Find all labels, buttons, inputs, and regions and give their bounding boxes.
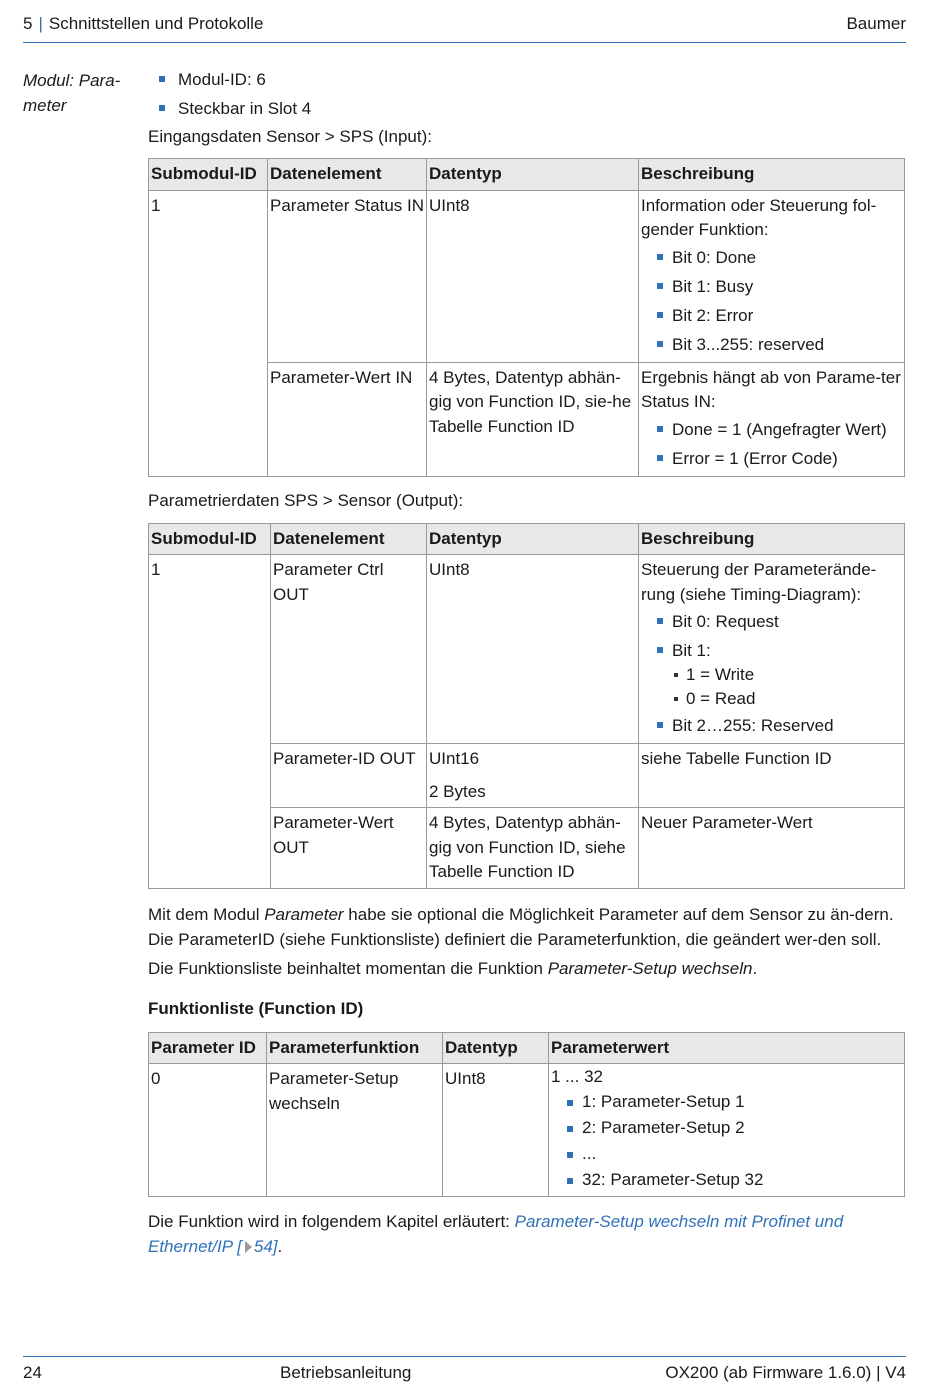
column-header: Datentyp [427, 159, 639, 191]
table-row [149, 1064, 905, 1197]
list-item: 2: Parameter-Setup 2 [555, 1115, 902, 1141]
column-header: Parameterfunktion [267, 1032, 443, 1064]
list-item: Bit 1: Busy [645, 272, 902, 301]
input-caption: Eingangsdaten Sensor > SPS (Input): [148, 127, 432, 146]
side-label-line-2: meter [23, 96, 67, 115]
description-text: Information oder Steuerung fol-gender Funktion: [641, 195, 877, 239]
description-cell [639, 190, 905, 362]
chapter-title: Schnittstellen und Protokolle [48, 14, 264, 33]
ctrl-bits-list [645, 607, 902, 740]
type-cell [427, 744, 639, 808]
page-footer [23, 1356, 906, 1383]
module-paragraph [148, 902, 903, 952]
page-number: 24 [23, 1363, 42, 1382]
function-table [148, 1032, 905, 1198]
main-content [148, 68, 903, 1259]
product-version: OX200 (ab Firmware 1.6.0) | V4 [665, 1363, 906, 1382]
sub-list-item: 1 = Write [672, 663, 902, 687]
list-item: Bit 3...255: reserved [645, 330, 902, 359]
parameter-value-cell [549, 1064, 905, 1197]
list-item: 1: Parameter-Setup 1 [555, 1089, 902, 1115]
list-item: Done = 1 (Angefragter Wert) [645, 415, 902, 444]
column-header: Datentyp [443, 1032, 549, 1064]
element-cell: Parameter-ID OUT [271, 744, 427, 808]
result-list [645, 415, 902, 473]
element-cell: Parameter Ctrl OUT [271, 555, 427, 744]
side-label [23, 68, 138, 118]
function-list-paragraph [148, 956, 903, 981]
header-separator: | [38, 14, 43, 33]
list-item: 32: Parameter-Setup 32 [555, 1167, 902, 1193]
list-item: Modul-ID: 6 [148, 65, 903, 94]
description-text: Steuerung der Parameterände-rung (siehe Timing-Diagram): [641, 560, 877, 604]
list-item: Bit 0: Request [645, 607, 902, 636]
type-cell: UInt8 [427, 555, 639, 744]
type-cell: UInt8 [427, 190, 639, 362]
list-item: ... [555, 1141, 902, 1167]
write-read-list [672, 663, 902, 711]
description-cell [639, 555, 905, 744]
table-header-row [149, 1032, 905, 1064]
chapter-link-text[interactable]: Parameter-Setup wechseln mit Profinet und Ethernet/IP [ [148, 1212, 844, 1256]
submodul-id-cell: 1 [149, 190, 268, 476]
element-cell: Parameter Status IN [268, 190, 427, 362]
type-size-text: 2 Bytes [429, 781, 486, 801]
type-text: UInt16 [429, 749, 480, 768]
column-header: Datenelement [271, 523, 427, 555]
submodul-id-cell: 1 [149, 555, 271, 889]
table-header-row [149, 159, 905, 191]
list-item: Bit 2: Error [645, 301, 902, 330]
function-name-emphasis: Parameter-Setup wechseln [547, 958, 753, 978]
paragraph-text: Die Funktion wird in folgendem Kapitel erläutert: [148, 1212, 515, 1231]
input-table [148, 158, 905, 477]
closing-paragraph [148, 1209, 903, 1259]
paragraph-text: habe sie optional die Möglichkeit Parameter auf dem Sensor zu än-dern. Die ParameterID (siehe Funktionsliste) definiert die Parameterfunktion, die geändert wer-den soll. [148, 904, 894, 949]
output-caption: Parametrierdaten SPS > Sensor (Output): [148, 490, 464, 510]
page-arrow-icon [245, 1241, 252, 1253]
type-cell: UInt8 [443, 1064, 549, 1197]
output-table [148, 523, 905, 889]
table-row [149, 190, 905, 362]
chapter-link-page[interactable]: 54] [253, 1237, 278, 1256]
function-list-heading: Funktionliste (Function ID) [148, 998, 364, 1018]
element-cell: Parameter-Wert IN [268, 362, 427, 476]
list-item: Error = 1 (Error Code) [645, 444, 902, 473]
list-item-label: Bit 1: [672, 641, 711, 660]
column-header: Datentyp [427, 523, 639, 555]
list-item: Steckbar in Slot 4 [148, 94, 903, 123]
sub-list-item: 0 = Read [672, 687, 902, 711]
parameter-id-cell: 0 [149, 1064, 267, 1197]
list-item: Bit 0: Done [645, 243, 902, 272]
module-info-list [148, 65, 903, 123]
column-header: Parameter ID [149, 1032, 267, 1064]
column-header: Submodul-ID [149, 523, 271, 555]
column-header: Beschreibung [639, 159, 905, 191]
chapter-heading [23, 14, 263, 34]
paragraph-text: Die Funktionsliste beinhaltet momentan die Funktion [148, 958, 548, 978]
paragraph-text: Mit dem Modul [148, 904, 265, 924]
module-name-emphasis: Parameter [264, 904, 344, 924]
document-type: Betriebsanleitung [280, 1363, 412, 1382]
paragraph-text: . [752, 958, 758, 978]
type-cell: 4 Bytes, Datentyp abhän-gig von Function ID, siehe Tabelle Function ID [427, 808, 639, 889]
description-cell: Neuer Parameter-Wert [639, 808, 905, 889]
element-cell: Parameter-Wert OUT [271, 808, 427, 889]
description-text: Ergebnis hängt ab von Parame-ter Status IN: [641, 367, 901, 411]
list-item: Bit 2…255: Reserved [645, 711, 902, 740]
chapter-number: 5 [23, 14, 33, 33]
column-header: Beschreibung [639, 523, 905, 555]
parameter-function-cell: Parameter-Setup wechseln [267, 1064, 443, 1197]
status-bits-list [645, 243, 902, 359]
table-row [149, 555, 905, 744]
setup-values-list [555, 1089, 902, 1193]
list-item [645, 636, 902, 711]
side-label-line-1: Modul: Para- [23, 71, 121, 90]
paragraph-text: . [277, 1237, 283, 1256]
column-header: Datenelement [268, 159, 427, 191]
brand-name: Baumer [846, 14, 906, 33]
column-header: Submodul-ID [149, 159, 268, 191]
column-header: Parameterwert [549, 1032, 905, 1064]
description-cell: siehe Tabelle Function ID [639, 744, 905, 808]
type-cell: 4 Bytes, Datentyp abhän-gig von Function ID, sie-he Tabelle Function ID [427, 362, 639, 476]
table-header-row [149, 523, 905, 555]
page-header [23, 14, 906, 43]
description-cell [639, 362, 905, 476]
value-range: 1 ... 32 [551, 1067, 603, 1086]
